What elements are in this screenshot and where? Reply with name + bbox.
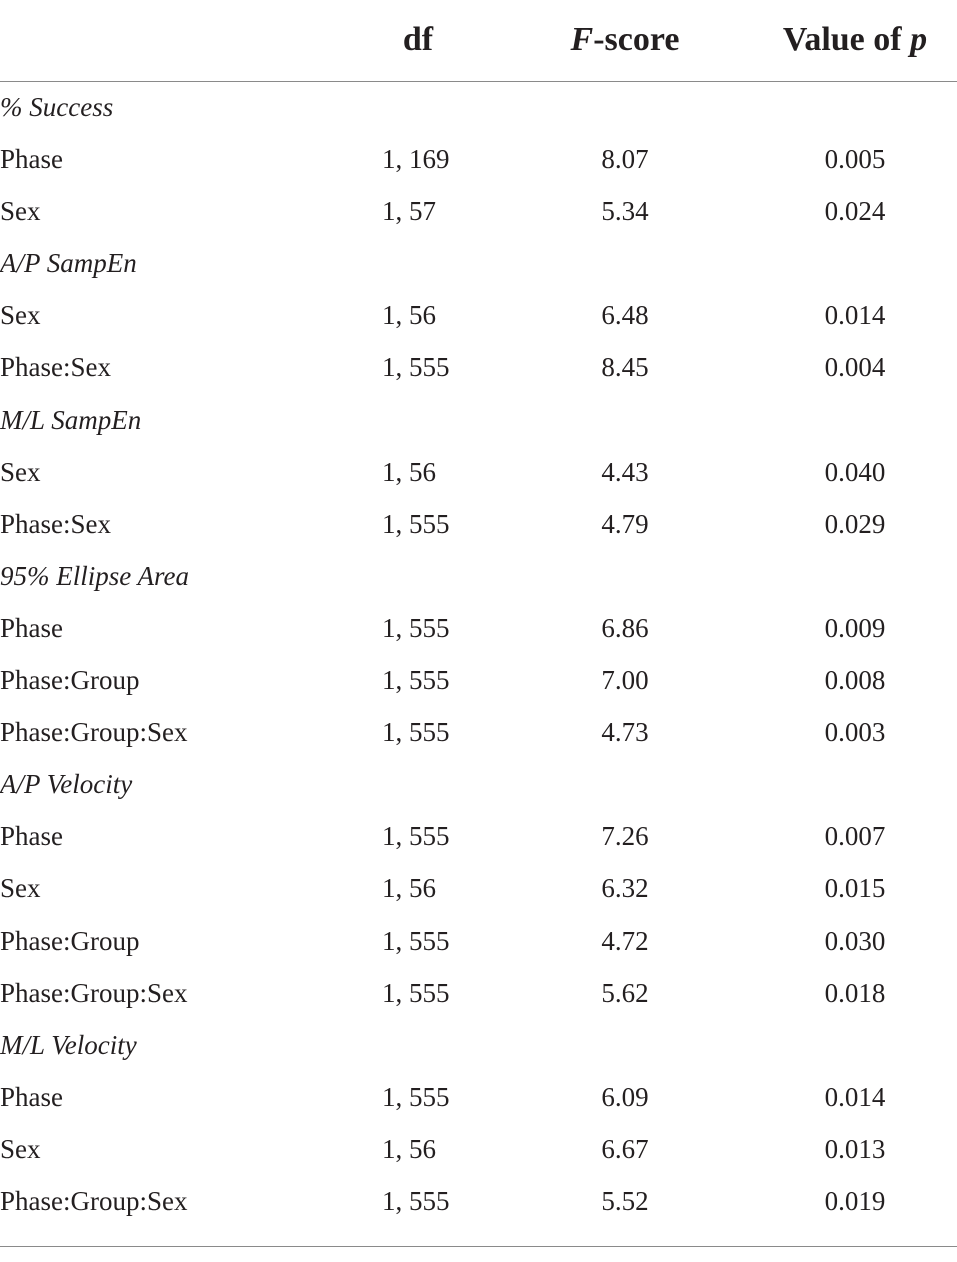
f-score-cell: 4.73 <box>601 717 649 748</box>
df-cell: 1, 169 <box>382 144 450 175</box>
df-cell: 1, 555 <box>382 508 450 539</box>
df-cell: 1, 57 <box>382 196 436 227</box>
f-score-cell: 8.45 <box>601 352 649 383</box>
row-label: Phase:Group:Sex <box>0 977 188 1008</box>
p-value-cell: 0.003 <box>824 717 886 748</box>
section-header-row <box>0 81 957 133</box>
f-score-cell: 7.26 <box>601 821 649 852</box>
p-value-cell: 0.008 <box>824 665 886 696</box>
df-cell: 1, 555 <box>382 1081 450 1112</box>
row-label: Phase:Group:Sex <box>0 1185 188 1216</box>
table-row <box>0 133 957 185</box>
section-label: M/L SampEn <box>0 404 142 435</box>
p-value-cell: 0.007 <box>824 821 886 852</box>
table-body <box>0 81 957 1227</box>
column-header-p-italic: p <box>910 21 928 58</box>
f-score-cell: 6.67 <box>601 1133 649 1164</box>
table-row <box>0 341 957 393</box>
table-row <box>0 862 957 914</box>
table-header <box>0 0 957 81</box>
f-score-cell: 6.86 <box>601 612 649 643</box>
table-row <box>0 1175 957 1227</box>
p-value-cell: 0.013 <box>824 1133 886 1164</box>
df-cell: 1, 555 <box>382 1185 450 1216</box>
df-cell: 1, 56 <box>382 873 436 904</box>
row-label: Sex <box>0 456 41 487</box>
table-row <box>0 185 957 237</box>
df-cell: 1, 56 <box>382 300 436 331</box>
column-header-f-italic: F <box>570 21 594 58</box>
table-row <box>0 498 957 550</box>
f-score-cell: 8.07 <box>601 144 649 175</box>
table-row <box>0 289 957 341</box>
f-score-cell: 4.79 <box>601 508 649 539</box>
section-label: 95% Ellipse Area <box>0 560 189 591</box>
p-value-cell: 0.030 <box>824 925 886 956</box>
table-row <box>0 1071 957 1123</box>
p-value-cell: 0.005 <box>824 144 886 175</box>
p-value-cell: 0.040 <box>824 456 886 487</box>
df-cell: 1, 56 <box>382 1133 436 1164</box>
row-label: Phase <box>0 1081 63 1112</box>
row-label: Phase:Group:Sex <box>0 717 188 748</box>
df-cell: 1, 555 <box>382 925 450 956</box>
f-score-cell: 6.09 <box>601 1081 649 1112</box>
row-label: Phase:Group <box>0 925 140 956</box>
table-row <box>0 602 957 654</box>
p-value-cell: 0.004 <box>824 352 886 383</box>
row-label: Sex <box>0 873 41 904</box>
column-header-p-value <box>750 20 957 60</box>
f-score-cell: 6.48 <box>601 300 649 331</box>
f-score-cell: 5.62 <box>601 977 649 1008</box>
section-label: A/P Velocity <box>0 769 133 800</box>
row-label: Phase <box>0 821 63 852</box>
f-score-cell: 5.34 <box>601 196 649 227</box>
section-label: % Success <box>0 92 114 122</box>
section-header-row <box>0 1019 957 1071</box>
df-cell: 1, 555 <box>382 717 450 748</box>
df-cell: 1, 56 <box>382 456 436 487</box>
row-label: Phase <box>0 612 63 643</box>
column-header-f-label: -score <box>593 21 680 58</box>
section-header-row <box>0 550 957 602</box>
p-value-cell: 0.019 <box>824 1185 886 1216</box>
df-cell: 1, 555 <box>382 352 450 383</box>
f-score-cell: 6.32 <box>601 873 649 904</box>
table-row <box>0 446 957 498</box>
p-value-cell: 0.029 <box>824 508 886 539</box>
p-value-cell: 0.009 <box>824 612 886 643</box>
f-score-cell: 4.43 <box>601 456 649 487</box>
section-header-row <box>0 394 957 446</box>
df-cell: 1, 555 <box>382 612 450 643</box>
table-row <box>0 1123 957 1175</box>
df-cell: 1, 555 <box>382 977 450 1008</box>
p-value-cell: 0.015 <box>824 873 886 904</box>
p-value-cell: 0.018 <box>824 977 886 1008</box>
column-header-df-label: df <box>402 21 434 58</box>
section-header-row <box>0 237 957 289</box>
row-label: Phase:Sex <box>0 508 111 539</box>
table-row <box>0 810 957 862</box>
f-score-cell: 4.72 <box>601 925 649 956</box>
section-label: M/L Velocity <box>0 1029 137 1060</box>
row-label: Sex <box>0 196 41 227</box>
row-label: Phase <box>0 144 63 175</box>
bottom-rule <box>0 1246 957 1247</box>
column-header-p-label: Value of <box>782 21 911 58</box>
p-value-cell: 0.014 <box>824 300 886 331</box>
table-row <box>0 654 957 706</box>
row-label: Sex <box>0 1133 41 1164</box>
f-score-cell: 5.52 <box>601 1185 649 1216</box>
table-row <box>0 915 957 967</box>
df-cell: 1, 555 <box>382 821 450 852</box>
p-value-cell: 0.014 <box>824 1081 886 1112</box>
p-value-cell: 0.024 <box>824 196 886 227</box>
df-cell: 1, 555 <box>382 665 450 696</box>
table-row <box>0 967 957 1019</box>
table-row <box>0 706 957 758</box>
row-label: Sex <box>0 300 41 331</box>
row-label: Phase:Group <box>0 665 140 696</box>
f-score-cell: 7.00 <box>601 665 649 696</box>
section-label: A/P SampEn <box>0 248 137 279</box>
row-label: Phase:Sex <box>0 352 111 383</box>
section-header-row <box>0 758 957 810</box>
column-header-f-score <box>545 20 705 60</box>
column-header-df <box>372 20 464 60</box>
